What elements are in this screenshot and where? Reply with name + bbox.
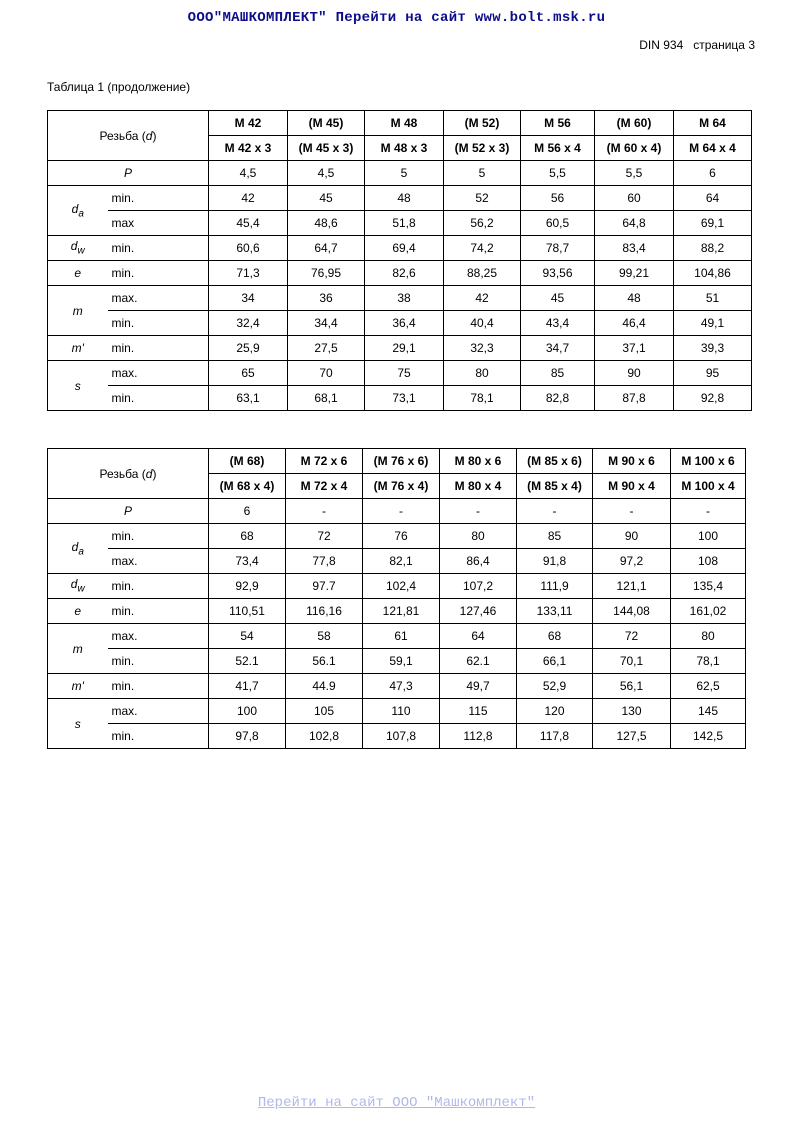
table-cell: 70,1 — [593, 649, 671, 674]
table-cell: 72 — [286, 524, 363, 549]
table-cell: 92,9 — [209, 574, 286, 599]
tolerance-label: max — [108, 211, 209, 236]
table-row — [48, 361, 752, 386]
footer-site-link[interactable]: Перейти на сайт ООО "Машкомплект" — [257, 1095, 536, 1111]
thread-label: Резьба (d) — [48, 449, 209, 499]
table-cell: 100 — [671, 524, 746, 549]
table-cell: 105 — [286, 699, 363, 724]
page-reference: DIN 934 страница 3 — [639, 38, 755, 52]
table-cell: 52.1 — [209, 649, 286, 674]
thread-symbol: d — [145, 128, 153, 143]
table-cell: - — [363, 499, 440, 524]
table-row — [48, 386, 752, 411]
table-cell: 42 — [209, 186, 288, 211]
table-cell: 78,1 — [671, 649, 746, 674]
table-cell: 104,86 — [674, 261, 752, 286]
fine-thread-header: M 48 x 3 — [365, 136, 444, 161]
table-cell: 54 — [209, 624, 286, 649]
table-cell: 91,8 — [517, 549, 593, 574]
tolerance-label: min. — [108, 649, 209, 674]
table-cell: 69,4 — [365, 236, 444, 261]
param-label: $d_w$ — [48, 574, 108, 599]
table-cell: 56,1 — [593, 674, 671, 699]
table-cell: 88,2 — [674, 236, 752, 261]
param-label: s — [48, 361, 108, 411]
table-cell: 74,2 — [444, 236, 521, 261]
table-cell: 45 — [521, 286, 595, 311]
table-cell: 39,3 — [674, 336, 752, 361]
table-row — [48, 699, 746, 724]
table-cell: 133,11 — [517, 599, 593, 624]
thread-size-header: M 72 x 6 — [286, 449, 363, 474]
table-cell: 82,1 — [363, 549, 440, 574]
table-row — [48, 211, 752, 236]
thread-size-header: M 64 — [674, 111, 752, 136]
table-cell: 51,8 — [365, 211, 444, 236]
table-row — [48, 499, 746, 524]
table-row — [48, 236, 752, 261]
table-cell: 59,1 — [363, 649, 440, 674]
param-subscript: a — [78, 208, 84, 220]
table-cell: 41,7 — [209, 674, 286, 699]
table-cell: 51 — [674, 286, 752, 311]
tolerance-label: max. — [108, 624, 209, 649]
table-cell: 99,21 — [595, 261, 674, 286]
table-cell: 5 — [444, 161, 521, 186]
table-cell: 90 — [593, 524, 671, 549]
tolerance-label: min. — [108, 524, 209, 549]
tolerance-label: max. — [108, 549, 209, 574]
table-cell: 27,5 — [288, 336, 365, 361]
param-label: e — [48, 599, 108, 624]
table-row — [48, 624, 746, 649]
fine-thread-header: (M 85 x 4) — [517, 474, 593, 499]
thread-size-header: (M 52) — [444, 111, 521, 136]
table-cell: 108 — [671, 549, 746, 574]
table-cell: 60,5 — [521, 211, 595, 236]
table-cell: 110,51 — [209, 599, 286, 624]
table-cell: 44.9 — [286, 674, 363, 699]
table-cell: 77,8 — [286, 549, 363, 574]
table-cell: 68 — [209, 524, 286, 549]
tolerance-label: max. — [108, 361, 209, 386]
table-row — [48, 524, 746, 549]
fine-thread-header: M 64 x 4 — [674, 136, 752, 161]
fine-thread-header: (M 76 x 4) — [363, 474, 440, 499]
table-cell: 145 — [671, 699, 746, 724]
table-cell: 42 — [444, 286, 521, 311]
table-cell: 63,1 — [209, 386, 288, 411]
table-cell: 120 — [517, 699, 593, 724]
table-row — [48, 549, 746, 574]
tolerance-label: min. — [108, 574, 209, 599]
table-row — [48, 161, 752, 186]
thread-size-header: M 56 — [521, 111, 595, 136]
table-cell: 80 — [671, 624, 746, 649]
table-cell: 68,1 — [288, 386, 365, 411]
param-label: m — [48, 286, 108, 336]
table-cell: 121,81 — [363, 599, 440, 624]
table-row — [48, 286, 752, 311]
table-cell: 32,4 — [209, 311, 288, 336]
fine-thread-header: (M 60 x 4) — [595, 136, 674, 161]
table-cell: 80 — [444, 361, 521, 386]
thread-symbol: d — [145, 466, 153, 481]
fine-thread-header: (M 45 x 3) — [288, 136, 365, 161]
dimensions-table-1 — [47, 110, 752, 411]
table-cell: 64,7 — [288, 236, 365, 261]
table-cell: - — [440, 499, 517, 524]
table-cell: 38 — [365, 286, 444, 311]
table-cell: 5 — [365, 161, 444, 186]
table-row — [48, 186, 752, 211]
table-cell: 36 — [288, 286, 365, 311]
table-cell: 34 — [209, 286, 288, 311]
table-cell: 48 — [595, 286, 674, 311]
table-cell: 6 — [674, 161, 752, 186]
thread-size-header: M 80 x 6 — [440, 449, 517, 474]
table-cell: 4,5 — [288, 161, 365, 186]
header-row — [48, 449, 746, 474]
table-row — [48, 311, 752, 336]
tolerance-label: min. — [108, 186, 209, 211]
table-cell: 48 — [365, 186, 444, 211]
table-cell: 110 — [363, 699, 440, 724]
table-caption: Таблица 1 (продолжение) — [47, 80, 191, 94]
param-label: P — [48, 499, 209, 524]
table-cell: - — [286, 499, 363, 524]
site-banner — [0, 10, 793, 26]
table-cell: 127,46 — [440, 599, 517, 624]
table-cell: 111,9 — [517, 574, 593, 599]
table-cell: 142,5 — [671, 724, 746, 749]
table-cell: 85 — [517, 524, 593, 549]
site-link[interactable]: www.bolt.msk.ru — [474, 10, 606, 26]
table-cell: 25,9 — [209, 336, 288, 361]
table-cell: 6 — [209, 499, 286, 524]
table-cell: 37,1 — [595, 336, 674, 361]
table-cell: 76,95 — [288, 261, 365, 286]
dimensions-table-2 — [47, 448, 746, 749]
table-row — [48, 336, 752, 361]
param-label: P — [48, 161, 209, 186]
table-cell: 64 — [440, 624, 517, 649]
table-cell: 34,4 — [288, 311, 365, 336]
table-cell: 5,5 — [595, 161, 674, 186]
table-cell: 144,08 — [593, 599, 671, 624]
table-cell: 48,6 — [288, 211, 365, 236]
table-cell: 83,4 — [595, 236, 674, 261]
table-cell: 107,2 — [440, 574, 517, 599]
header-row — [48, 111, 752, 136]
table-cell: 95 — [674, 361, 752, 386]
table-cell: 107,8 — [363, 724, 440, 749]
thread-size-header: (M 85 x 6) — [517, 449, 593, 474]
fine-thread-header: M 90 x 4 — [593, 474, 671, 499]
tolerance-label: min. — [108, 261, 209, 286]
table-row — [48, 599, 746, 624]
thread-size-header: M 48 — [365, 111, 444, 136]
param-label: $d_a$ — [48, 186, 108, 236]
table-cell: 121,1 — [593, 574, 671, 599]
table-cell: 85 — [521, 361, 595, 386]
table-cell: 66,1 — [517, 649, 593, 674]
table-cell: 49,1 — [674, 311, 752, 336]
thread-size-header: (M 60) — [595, 111, 674, 136]
table-cell: 86,4 — [440, 549, 517, 574]
table-cell: - — [671, 499, 746, 524]
table-cell: 130 — [593, 699, 671, 724]
tolerance-label: min. — [108, 236, 209, 261]
param-label: s — [48, 699, 108, 749]
table-cell: 72 — [593, 624, 671, 649]
table-cell: 115 — [440, 699, 517, 724]
tolerance-label: min. — [108, 336, 209, 361]
table-cell: 82,8 — [521, 386, 595, 411]
table-cell: 112,8 — [440, 724, 517, 749]
param-label: m' — [48, 336, 108, 361]
param-label: m — [48, 624, 108, 674]
tolerance-label: min. — [108, 674, 209, 699]
table-cell: 102,8 — [286, 724, 363, 749]
table-cell: - — [593, 499, 671, 524]
param-label: m' — [48, 674, 108, 699]
table-cell: 97.7 — [286, 574, 363, 599]
table-cell: 61 — [363, 624, 440, 649]
table-cell: 135,4 — [671, 574, 746, 599]
thread-label: Резьба (d) — [48, 111, 209, 161]
table-cell: 117,8 — [517, 724, 593, 749]
table-cell: 62.1 — [440, 649, 517, 674]
thread-size-header: (M 76 x 6) — [363, 449, 440, 474]
table-cell: 70 — [288, 361, 365, 386]
table-cell: 52 — [444, 186, 521, 211]
tolerance-label: max. — [108, 699, 209, 724]
table-cell: 90 — [595, 361, 674, 386]
table-cell: 80 — [440, 524, 517, 549]
table-cell: 29,1 — [365, 336, 444, 361]
table-cell: 43,4 — [521, 311, 595, 336]
tolerance-label: min. — [108, 599, 209, 624]
table-cell: 64 — [674, 186, 752, 211]
table-cell: 5,5 — [521, 161, 595, 186]
table-row — [48, 574, 746, 599]
table-cell: 93,56 — [521, 261, 595, 286]
table-cell: 56,2 — [444, 211, 521, 236]
table-cell: 87,8 — [595, 386, 674, 411]
table-cell: 32,3 — [444, 336, 521, 361]
tolerance-label: min. — [108, 311, 209, 336]
banner-text: ООО"МАШКОМПЛЕКТ" Перейти на сайт — [187, 10, 475, 26]
table-cell: 34,7 — [521, 336, 595, 361]
table-cell: 71,3 — [209, 261, 288, 286]
table-cell: 60,6 — [209, 236, 288, 261]
table-cell: 46,4 — [595, 311, 674, 336]
table-cell: 68 — [517, 624, 593, 649]
table-row — [48, 261, 752, 286]
thread-size-header: M 90 x 6 — [593, 449, 671, 474]
param-label: e — [48, 261, 108, 286]
table-cell: 102,4 — [363, 574, 440, 599]
table-cell: 45 — [288, 186, 365, 211]
fine-thread-header: M 80 x 4 — [440, 474, 517, 499]
table-cell: 45,4 — [209, 211, 288, 236]
table-cell: 69,1 — [674, 211, 752, 236]
table-cell: 116,16 — [286, 599, 363, 624]
tolerance-label: min. — [108, 386, 209, 411]
fine-thread-header: (M 68 x 4) — [209, 474, 286, 499]
tolerance-label: max. — [108, 286, 209, 311]
fine-thread-header: M 56 x 4 — [521, 136, 595, 161]
param-subscript: w — [77, 583, 85, 595]
param-subscript: a — [78, 546, 84, 558]
table-cell: 52,9 — [517, 674, 593, 699]
fine-thread-header: (M 52 x 3) — [444, 136, 521, 161]
table-row — [48, 649, 746, 674]
table-row — [48, 724, 746, 749]
table-cell: 76 — [363, 524, 440, 549]
table-cell: 88,25 — [444, 261, 521, 286]
table-cell: 73,1 — [365, 386, 444, 411]
table-row — [48, 674, 746, 699]
table-cell: 56 — [521, 186, 595, 211]
table-cell: 4,5 — [209, 161, 288, 186]
tolerance-label: min. — [108, 724, 209, 749]
table-cell: 82,6 — [365, 261, 444, 286]
fine-thread-header: M 100 x 4 — [671, 474, 746, 499]
table-cell: 97,8 — [209, 724, 286, 749]
table-cell: 47,3 — [363, 674, 440, 699]
thread-size-header: M 100 x 6 — [671, 449, 746, 474]
thread-size-header: (M 45) — [288, 111, 365, 136]
param-label: $d_a$ — [48, 524, 108, 574]
thread-size-header: M 42 — [209, 111, 288, 136]
param-label: $d_w$ — [48, 236, 108, 261]
table-cell: 62,5 — [671, 674, 746, 699]
param-subscript: w — [77, 245, 85, 257]
table-cell: 49,7 — [440, 674, 517, 699]
table-cell: - — [517, 499, 593, 524]
table-cell: 97,2 — [593, 549, 671, 574]
table-cell: 75 — [365, 361, 444, 386]
table-cell: 40,4 — [444, 311, 521, 336]
table-cell: 56.1 — [286, 649, 363, 674]
fine-thread-header: M 42 x 3 — [209, 136, 288, 161]
table-cell: 73,4 — [209, 549, 286, 574]
thread-size-header: (M 68) — [209, 449, 286, 474]
table-cell: 78,1 — [444, 386, 521, 411]
table-cell: 60 — [595, 186, 674, 211]
table-cell: 58 — [286, 624, 363, 649]
table-cell: 65 — [209, 361, 288, 386]
table-cell: 78,7 — [521, 236, 595, 261]
table-cell: 36,4 — [365, 311, 444, 336]
table-cell: 92,8 — [674, 386, 752, 411]
table-cell: 161,02 — [671, 599, 746, 624]
table-cell: 127,5 — [593, 724, 671, 749]
table-cell: 64,8 — [595, 211, 674, 236]
fine-thread-header: M 72 x 4 — [286, 474, 363, 499]
table-cell: 100 — [209, 699, 286, 724]
